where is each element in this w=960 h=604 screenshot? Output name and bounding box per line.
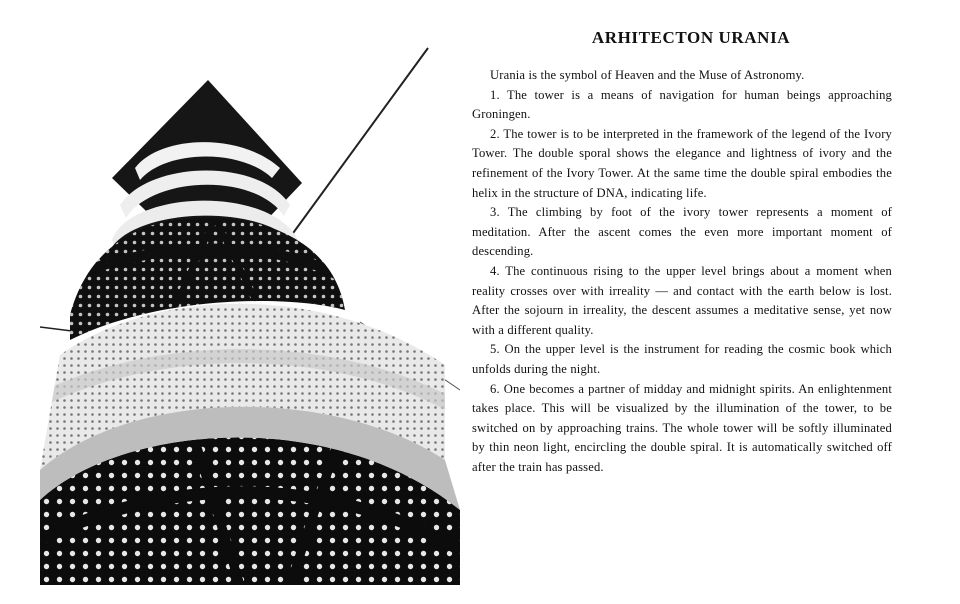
paragraph-1: 1. The tower is a means of navigation for human beings approaching Groningen. bbox=[472, 87, 892, 122]
article-title: ARHITECTON URANIA bbox=[591, 28, 791, 47]
paragraph-3: 3. The climbing by foot of the ivory tower represents a moment of meditation. After the ascent comes the even more important moment of descending. bbox=[472, 205, 892, 259]
paragraph-4: 4. The continuous rising to the upper level brings about a moment when reality crosses over with irreality — and contact with the earth below is lost. After the sojourn in irreality, the descent assumes a meditative sense, yet now with a different quality. bbox=[472, 263, 892, 337]
article-text bbox=[472, 20, 892, 477]
paragraph-2: 2. The tower is to be interpreted in the framework of the legend of the Ivory Tower. The double sporal shows the elegance and lightness of ivory and the refinement of the Ivory Tower. At the same time the double spiral embodies the helix in the structure of DNA, indicating life. bbox=[472, 126, 892, 200]
tower-photograph bbox=[40, 40, 460, 585]
paragraph-5: 5. On the upper level is the instrument for reading the cosmic book which unfolds during the night. bbox=[472, 342, 892, 376]
paragraph-intro: Urania is the symbol of Heaven and the Muse of Astronomy. bbox=[490, 68, 805, 82]
paragraph-6: 6. One becomes a partner of midday and midnight spirits. An enlightenment takes place. This will be visualized by the illumination of the tower, to be switched on by approaching trains. The whole tower will be softly illuminated by thin neon light, encircling the double spiral. It is automatically switched off after the train has passed. bbox=[472, 381, 892, 474]
